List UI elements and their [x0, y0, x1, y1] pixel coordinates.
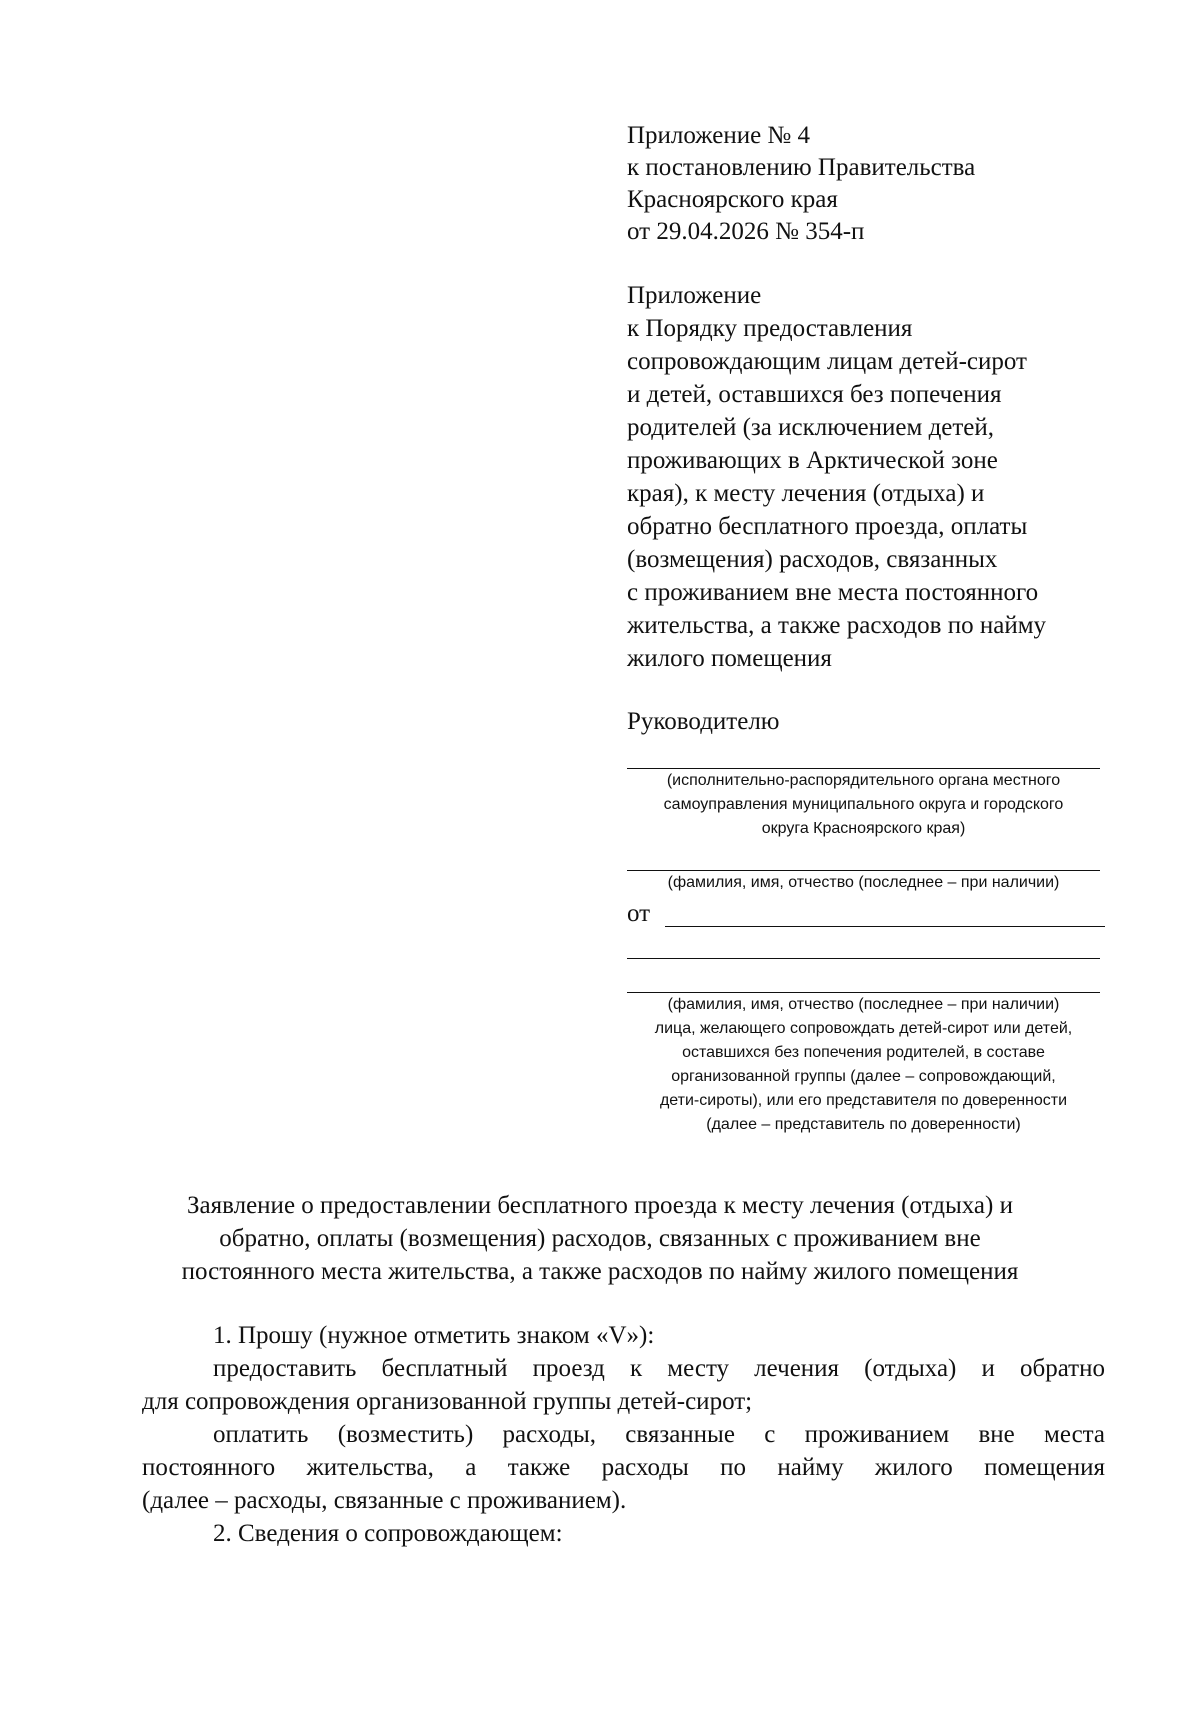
option-1-line: предоставить бесплатный проезд к месту лечения (отдыха) и обратно — [213, 1355, 1105, 1382]
option-1-line: для сопровождения организованной группы детей-сирот; — [142, 1388, 753, 1415]
applicant-caption-line: организованной группы (далее – сопровождающий, — [671, 1068, 1056, 1085]
option-2-line: постоянного жительства, а также расходы по найму жилого помещения — [142, 1454, 1105, 1481]
from-label: от — [627, 900, 651, 927]
addressee-label: Руководителю — [627, 708, 780, 735]
organ-caption-line: округа Красноярского края) — [761, 820, 966, 837]
option-2-line: (далее – расходы, связанные с проживанием). — [142, 1487, 627, 1514]
applicant-caption-line: лица, желающего сопровождать детей-сирот или детей, — [654, 1020, 1073, 1037]
appendix-ref-line: к постановлению Правительства — [627, 154, 976, 181]
statement-title-line: постоянного места жительства, а также расходов по найму жилого помещения — [181, 1258, 1019, 1285]
sub-appendix-line: края), к месту лечения (отдыха) и — [627, 480, 985, 507]
sub-appendix-line: с проживанием вне места постоянного — [627, 579, 1039, 606]
sub-appendix-line: проживающих в Арктической зоне — [627, 447, 998, 474]
sub-appendix-line: жительства, а также расходов по найму — [627, 612, 1047, 639]
sub-appendix-line: и детей, оставшихся без попечения — [627, 381, 1002, 408]
appendix-ref-line: Красноярского края — [627, 186, 838, 213]
statement-title-line: Заявление о предоставлении бесплатного проезда к месту лечения (отдыха) и — [187, 1192, 1013, 1219]
sub-appendix-line: Приложение — [627, 282, 762, 309]
organ-caption-line: самоуправления муниципального округа и городского — [663, 796, 1064, 813]
appendix-number: Приложение № 4 — [627, 122, 811, 149]
option-2-line: оплатить (возместить) расходы, связанные с проживанием вне места — [213, 1421, 1105, 1448]
sub-appendix-line: обратно бесплатного проезда, оплаты — [627, 513, 1028, 540]
applicant-caption-line: (далее – представитель по доверенности) — [706, 1116, 1021, 1133]
organ-head-underline — [627, 768, 1100, 769]
head-name-caption: (фамилия, имя, отчество (последнее – при наличии) — [667, 874, 1060, 891]
item-2-heading: 2. Сведения о сопровождающем: — [213, 1520, 563, 1547]
item-1-request: 1. Прошу (нужное отметить знаком «V»): — [213, 1322, 655, 1349]
sub-appendix-line: (возмещения) расходов, связанных — [627, 546, 998, 573]
applicant-caption-line: (фамилия, имя, отчество (последнее – при наличии) — [667, 996, 1060, 1013]
head-name-underline — [627, 870, 1100, 871]
applicant-caption-line: дети-сироты), или его представителя по доверенности — [659, 1092, 1068, 1109]
appendix-date-number: от 29.04.2026 № 354-п — [627, 218, 865, 245]
applicant-underline-2 — [627, 958, 1100, 959]
applicant-underline-3 — [627, 992, 1100, 993]
applicant-caption-line: оставшихся без попечения родителей, в составе — [682, 1044, 1045, 1061]
sub-appendix-line: сопровождающим лицам детей-сирот — [627, 348, 1027, 375]
sub-appendix-line: жилого помещения — [627, 645, 832, 672]
organ-caption-line: (исполнительно-распорядительного органа местного — [666, 772, 1061, 789]
applicant-underline-1 — [665, 926, 1105, 927]
sub-appendix-line: к Порядку предоставления — [627, 315, 913, 342]
statement-title-line: обратно, оплаты (возмещения) расходов, связанных с проживанием вне — [219, 1225, 981, 1252]
sub-appendix-line: родителей (за исключением детей, — [627, 414, 995, 441]
